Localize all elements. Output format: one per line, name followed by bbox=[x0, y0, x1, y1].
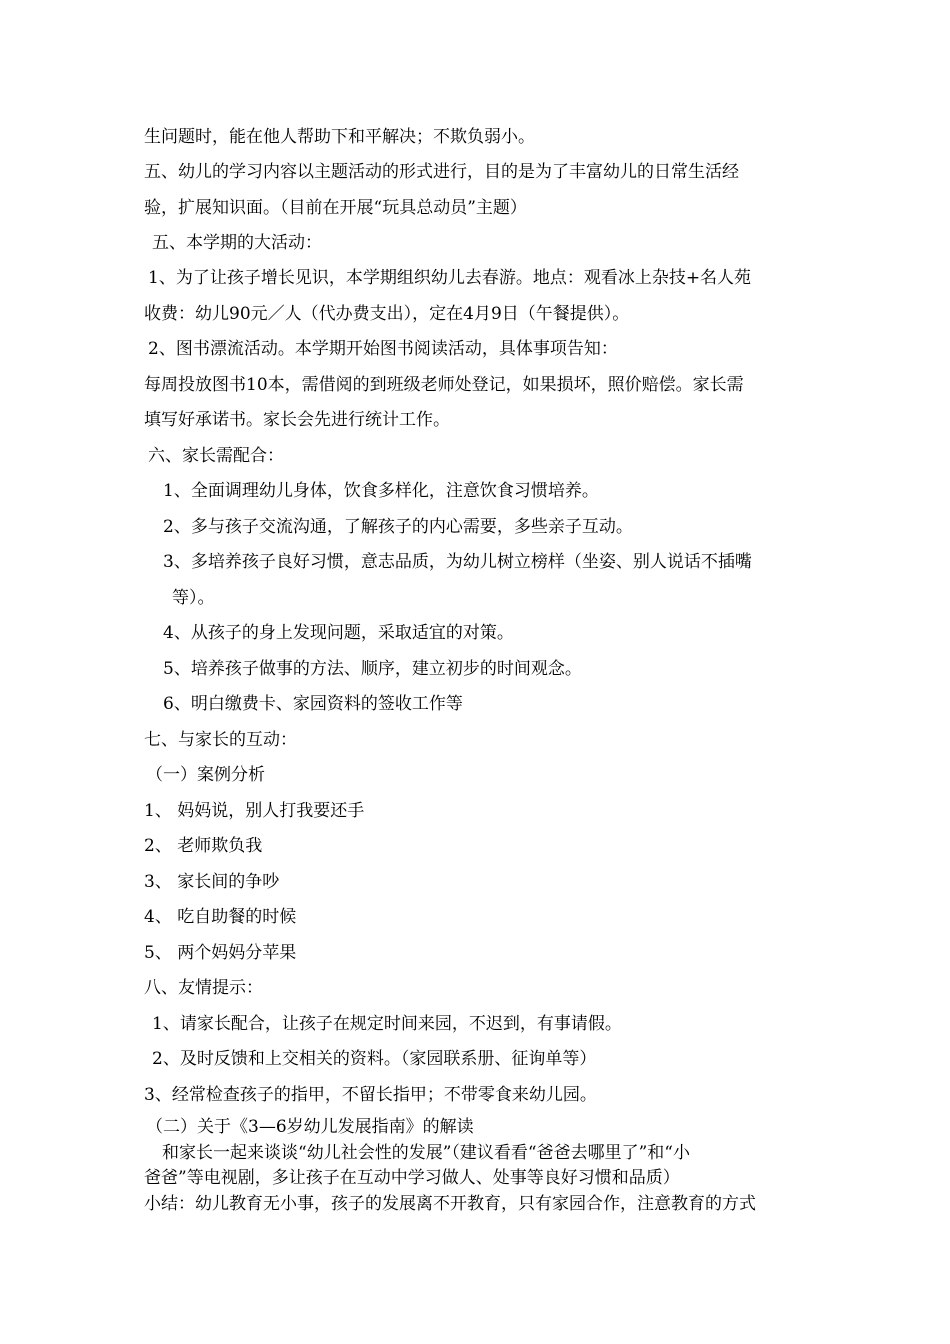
list-item: 2、多与孩子交流沟通，了解孩子的内心需要，多些亲子互动。 bbox=[163, 517, 633, 537]
list-item: 1、全面调理幼儿身体，饮食多样化，注意饮食习惯培养。 bbox=[163, 481, 599, 501]
text-line: 生问题时，能在他人帮助下和平解决；不欺负弱小。 bbox=[144, 127, 535, 147]
text-line: 和家长一起来谈谈“幼儿社会性的发展”（建议看看“爸爸去哪里了”和“小 bbox=[162, 1143, 690, 1163]
section-heading: 五、本学期的大活动： bbox=[152, 233, 322, 253]
text-line: 爸爸”等电视剧，多让孩子在互动中学习做人、处事等良好习惯和品质） bbox=[144, 1168, 680, 1188]
list-item: 2、 老师欺负我 bbox=[144, 836, 263, 856]
text-line: 1、为了让孩子增长见识，本学期组织幼儿去春游。地点：观看冰上杂技+名人苑 bbox=[148, 268, 752, 288]
section-heading: 六、家长需配合： bbox=[148, 446, 284, 466]
list-item-continuation: 等）。 bbox=[172, 588, 215, 608]
list-item: 3、经常检查孩子的指甲，不留长指甲；不带零食来幼儿园。 bbox=[144, 1085, 597, 1105]
subsection-heading: （二）关于《3—6岁幼儿发展指南》的解读 bbox=[146, 1117, 474, 1137]
text-line: 2、图书漂流活动。本学期开始图书阅读活动，具体事项告知： bbox=[148, 339, 618, 359]
text-line: 每周投放图书10本，需借阅的到班级老师处登记，如果损坏，照价赔偿。家长需 bbox=[144, 375, 744, 395]
text-line: 验，扩展知识面。（目前在开展“玩具总动员”主题） bbox=[144, 198, 527, 218]
list-item: 2、及时反馈和上交相关的资料。（家园联系册、征询单等） bbox=[152, 1049, 597, 1069]
section-heading: 七、与家长的互动： bbox=[144, 730, 297, 750]
list-item: 5、 两个妈妈分苹果 bbox=[144, 943, 297, 963]
list-item: 4、 吃自助餐的时候 bbox=[144, 907, 297, 927]
subsection-heading: （一）案例分析 bbox=[146, 765, 265, 785]
text-line: 收费：幼儿90元／人（代办费支出），定在4月9日（午餐提供）。 bbox=[144, 304, 630, 324]
list-item: 5、培养孩子做事的方法、顺序，建立初步的时间观念。 bbox=[163, 659, 582, 679]
text-line: 填写好承诺书。家长会先进行统计工作。 bbox=[144, 410, 450, 430]
list-item: 3、 家长间的争吵 bbox=[144, 872, 280, 892]
list-item: 1、请家长配合，让孩子在规定时间来园，不迟到，有事请假。 bbox=[152, 1014, 622, 1034]
summary-line: 小结：幼儿教育无小事，孩子的发展离不开教育，只有家园合作，注意教育的方式 bbox=[144, 1194, 756, 1214]
list-item: 6、明白缴费卡、家园资料的签收工作等 bbox=[163, 694, 463, 714]
list-item: 4、从孩子的身上发现问题，采取适宜的对策。 bbox=[163, 623, 514, 643]
list-item: 1、 妈妈说，别人打我要还手 bbox=[144, 801, 365, 821]
list-item: 3、多培养孩子良好习惯，意志品质，为幼儿树立榜样（坐姿、别人说话不插嘴 bbox=[163, 552, 752, 572]
section-heading: 八、友情提示： bbox=[144, 978, 263, 998]
text-line: 五、幼儿的学习内容以主题活动的形式进行，目的是为了丰富幼儿的日常生活经 bbox=[144, 162, 739, 182]
